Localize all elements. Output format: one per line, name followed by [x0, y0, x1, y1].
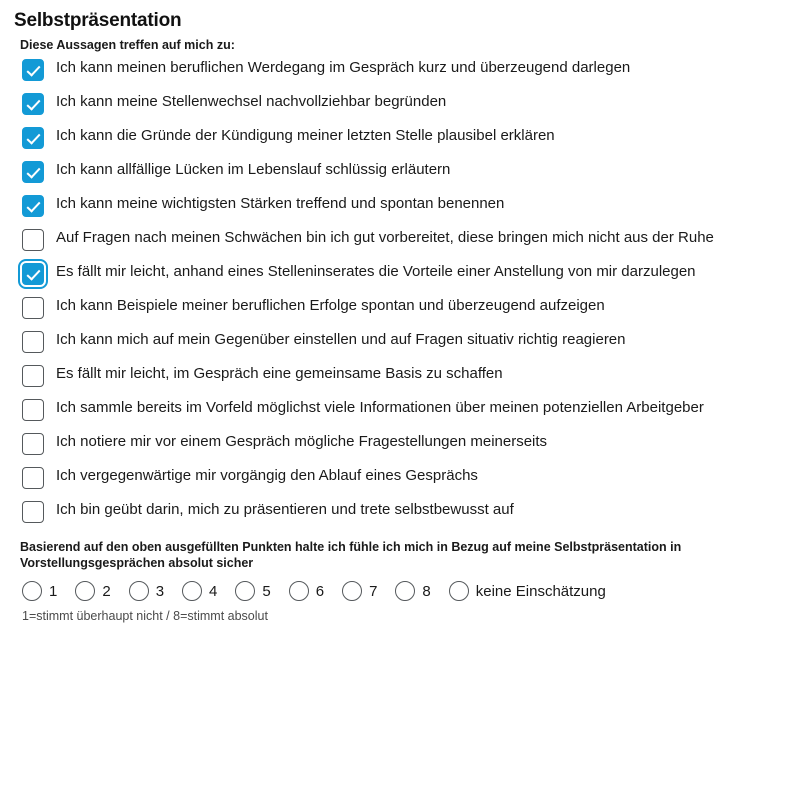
checkbox-unchecked-icon[interactable] [22, 331, 44, 353]
checklist-item[interactable] [14, 58, 775, 81]
checklist-item-label: Es fällt mir leicht, im Gespräch eine gemeinsame Basis zu schaffen [56, 365, 503, 382]
checklist-item[interactable] [14, 92, 775, 115]
radio-button-icon[interactable] [235, 581, 255, 601]
rating-option[interactable] [75, 581, 110, 601]
checklist-item-label: Ich kann allfällige Lücken im Lebenslauf schlüssig erläutern [56, 161, 451, 178]
checkbox-checked-icon[interactable] [22, 93, 44, 115]
checklist-item[interactable] [14, 228, 775, 251]
rating-radio-group [14, 581, 775, 601]
checklist-item-label: Ich kann Beispiele meiner beruflichen Erfolge spontan und überzeugend aufzeigen [56, 297, 605, 314]
checklist-item-label: Ich kann die Gründe der Kündigung meiner letzten Stelle plausibel erklären [56, 127, 555, 144]
radio-button-icon[interactable] [75, 581, 95, 601]
scale-note: 1=stimmt überhaupt nicht / 8=stimmt absolut [22, 609, 268, 623]
checklist-item-label: Ich kann meine wichtigsten Stärken treffend und spontan benennen [56, 195, 505, 212]
checklist-item-label: Ich vergegenwärtige mir vorgängig den Ablauf eines Gesprächs [56, 467, 478, 484]
checklist-item[interactable] [14, 160, 775, 183]
checklist-item[interactable] [14, 432, 775, 455]
checklist-item-label: Ich bin geübt darin, mich zu präsentieren und trete selbstbewusst auf [56, 501, 514, 518]
checkbox-checked-icon[interactable] [22, 263, 44, 285]
checkbox-unchecked-icon[interactable] [22, 501, 44, 523]
checkbox-checked-icon[interactable] [22, 127, 44, 149]
checklist-item-label: Ich kann meinen beruflichen Werdegang im Gespräch kurz und überzeugend darlegen [56, 59, 631, 76]
checklist-item-label: Es fällt mir leicht, anhand eines Stelleninserates die Vorteile einer Anstellung von mir darzulegen [56, 263, 696, 280]
rating-question: Basierend auf den oben ausgefüllten Punkten halte ich fühle ich mich in Bezug auf meine Selbstpräsentation in Vorstellungsgesprächen absolut sicher [20, 540, 682, 570]
radio-button-icon[interactable] [342, 581, 362, 601]
checklist-item[interactable] [14, 194, 775, 217]
checklist-item-label: Auf Fragen nach meinen Schwächen bin ich gut vorbereitet, diese bringen mich nicht aus der Ruhe [56, 229, 714, 246]
rating-option-label: 8 [422, 582, 431, 600]
checklist-item[interactable] [14, 364, 775, 387]
radio-button-icon[interactable] [182, 581, 202, 601]
rating-option-label: 5 [262, 582, 271, 600]
checkbox-unchecked-icon[interactable] [22, 229, 44, 251]
checkbox-unchecked-icon[interactable] [22, 399, 44, 421]
radio-button-icon[interactable] [449, 581, 469, 601]
rating-option[interactable] [449, 581, 606, 601]
radio-button-icon[interactable] [395, 581, 415, 601]
rating-option[interactable] [342, 581, 377, 601]
checkbox-unchecked-icon[interactable] [22, 467, 44, 489]
rating-option-label: 2 [102, 582, 111, 600]
radio-button-icon[interactable] [22, 581, 42, 601]
checkbox-checked-icon[interactable] [22, 59, 44, 81]
page-title: Selbstpräsentation [14, 10, 182, 31]
checklist [14, 58, 775, 523]
checklist-item[interactable] [14, 500, 775, 523]
intro-text: Diese Aussagen treffen auf mich zu: [20, 38, 235, 52]
checkbox-unchecked-icon[interactable] [22, 297, 44, 319]
rating-option[interactable] [289, 581, 324, 601]
rating-option-label: 4 [209, 582, 218, 600]
checkbox-unchecked-icon[interactable] [22, 365, 44, 387]
checklist-item[interactable] [14, 398, 775, 421]
rating-option-label: keine Einschätzung [475, 582, 606, 600]
rating-option[interactable] [22, 581, 57, 601]
rating-option[interactable] [235, 581, 270, 601]
checklist-item[interactable] [14, 126, 775, 149]
rating-option-label: 1 [49, 582, 58, 600]
rating-option[interactable] [182, 581, 217, 601]
rating-option-label: 6 [315, 582, 325, 600]
rating-option-label: 3 [155, 582, 165, 600]
radio-button-icon[interactable] [289, 581, 309, 601]
checkbox-checked-icon[interactable] [22, 161, 44, 183]
checklist-item-label: Ich kann mich auf mein Gegenüber einstellen und auf Fragen situativ richtig reagieren [56, 331, 626, 348]
rating-option[interactable] [395, 581, 430, 601]
checklist-item[interactable] [14, 262, 775, 285]
checklist-item-label: Ich kann meine Stellenwechsel nachvollziehbar begründen [56, 93, 447, 110]
checkbox-checked-icon[interactable] [22, 195, 44, 217]
checklist-item[interactable] [14, 466, 775, 489]
checklist-item[interactable] [14, 330, 775, 353]
radio-button-icon[interactable] [129, 581, 149, 601]
rating-option[interactable] [129, 581, 164, 601]
checklist-item[interactable] [14, 296, 775, 319]
checklist-item-label: Ich notiere mir vor einem Gespräch mögliche Fragestellungen meinerseits [56, 433, 548, 450]
rating-option-label: 7 [369, 582, 378, 600]
checklist-item-label: Ich sammle bereits im Vorfeld möglichst viele Informationen über meinen potenziellen Arbeitgeber [56, 399, 704, 416]
checkbox-unchecked-icon[interactable] [22, 433, 44, 455]
